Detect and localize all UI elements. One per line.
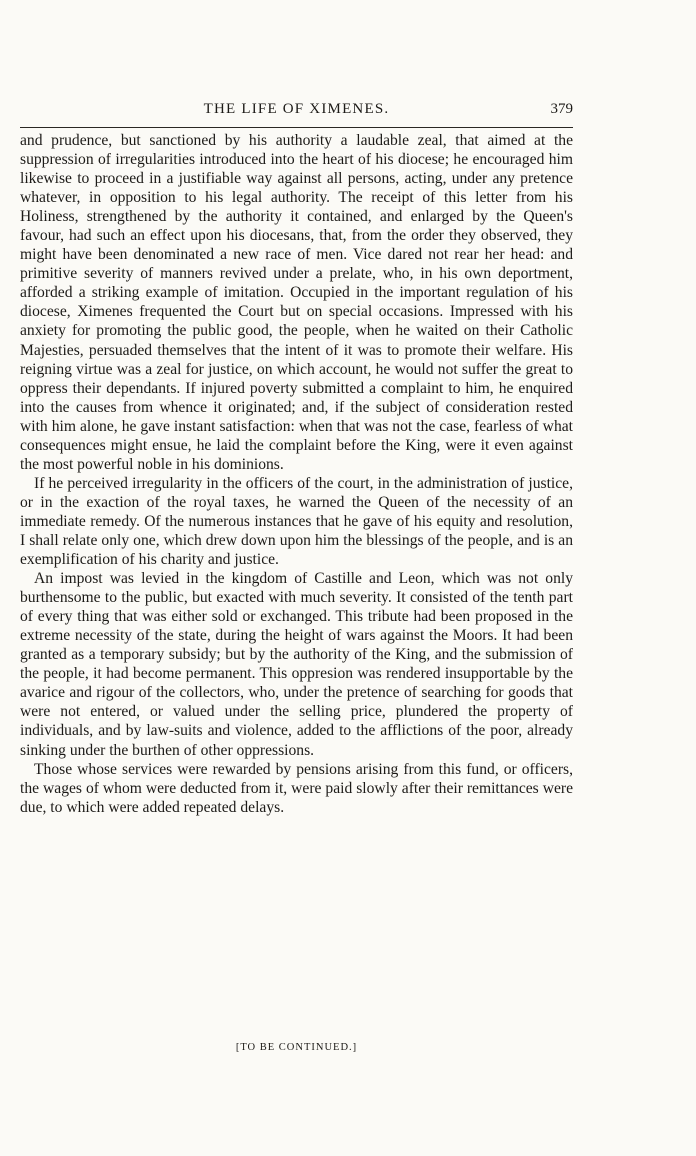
body-text [20, 131, 573, 817]
paragraph-3: An impost was levied in the kingdom of Castille and Leon, which was not only burthensome to the public, but exacted with much severity. It consisted of the tenth part of every thing that was either sold or exchanged. This tribute had been proposed in the extreme necessity of the state, during the height of wars against the Moors. It had been granted as a temporary subsidy; but by the authority of the King, and the submission of the people, it had become permanent. This oppresion was rendered insupportable by the avarice and rigour of the collectors, who, under the pretence of searching for goods that were not entered, or valued under the selling price, plundered the property of individuals, and by law-suits and violence, added to the afflictions of the poor, already sinking under the burthen of other oppressions. [20, 570, 573, 759]
header-rule [20, 127, 573, 128]
paragraph-1: and prudence, but sanctioned by his authority a laudable zeal, that aimed at the suppression of irregularities introduced into the heart of his diocese; he encouraged him likewise to proceed in a justifiable way against all persons, acting, under any pretence whatever, in opposition to his legal authority. The receipt of this letter from his Holiness, strengthened by the authority it contained, and enlarged by the Queen's favour, had such an effect upon his diocesans, that, from the order they observed, they might have been denominated a new race of men. Vice dared not rear her head: and primitive severity of manners revived under a prelate, who, in his own deportment, afforded a striking example of imitation. Occupied in the important regulation of his diocese, Ximenes frequented the Court but on special occasions. Impressed with his anxiety for promoting the public good, the people, when he waited on their Catholic Majesties, persuaded themselves that the intent of it was to promote their welfare. His reigning virtue was a zeal for justice, on which account, he would not suffer the great to oppress their dependants. If injured poverty submitted a complaint to him, he enquired into the causes from whence it originated; and, if the subject of consideration rested with him alone, he gave instant satisfaction: when that was not the case, fearless of what consequences might ensue, he laid the complaint before the King, were it even against the most powerful noble in his dominions. [20, 132, 573, 473]
running-title: THE LIFE OF XIMENES. [203, 101, 390, 117]
to-be-continued-note: [TO BE CONTINUED.] [235, 1042, 358, 1053]
page-number: 379 [550, 101, 573, 117]
paragraph-2: If he perceived irregularity in the officers of the court, in the administration of justice, or in the exaction of the royal taxes, he warned the Queen of the necessity of an immediate remedy. Of the numerous instances that he gave of his equity and resolution, I shall relate only one, which drew down upon him the blessings of the people, and is an exemplification of his charity and justice. [20, 474, 573, 569]
page-header [20, 101, 573, 125]
paragraph-4: Those whose services were rewarded by pensions arising from this fund, or officers, the wages of whom were deducted from it, were paid slowly after their remittances were due, to which were added repeated delays. [20, 760, 573, 816]
